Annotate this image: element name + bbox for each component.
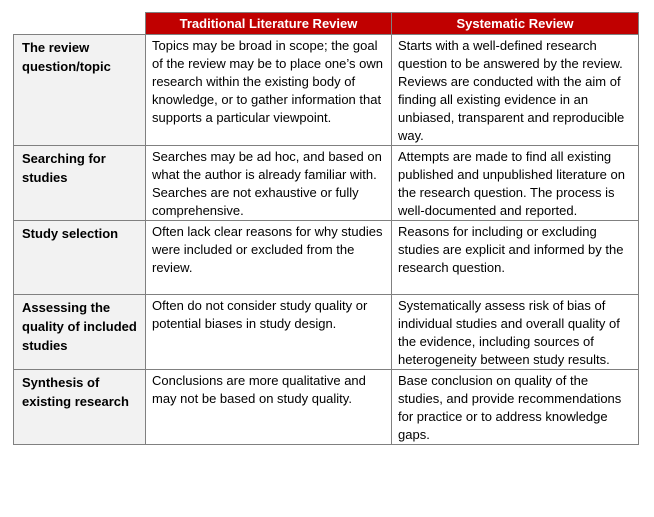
row-header: The review question/topic <box>14 35 146 146</box>
row-header: Assessing the quality of included studies <box>14 295 146 370</box>
row-header: Study selection <box>14 221 146 295</box>
table-row <box>14 370 639 445</box>
comparison-table <box>13 12 639 445</box>
traditional-cell: Often lack clear reasons for why studies were included or excluded from the review. <box>146 221 392 295</box>
column-header-systematic: Systematic Review <box>392 13 639 35</box>
traditional-cell: Searches may be ad hoc, and based on what the author is already familiar with. Searches are not exhaustive or fully comprehensive. <box>146 146 392 221</box>
row-header: Searching for studies <box>14 146 146 221</box>
table-row <box>14 35 639 146</box>
systematic-cell: Starts with a well-defined research question to be answered by the review. Reviews are conducted with the aim of finding all existing evidence in an unbiased, transparent and reproducible way. <box>392 35 639 146</box>
header-row <box>14 13 639 35</box>
column-header-traditional: Traditional Literature Review <box>146 13 392 35</box>
systematic-cell: Systematically assess risk of bias of individual studies and overall quality of the evidence, including sources of heterogeneity between study results. <box>392 295 639 370</box>
systematic-cell: Attempts are made to find all existing published and unpublished literature on the research question. The process is well-documented and reported. <box>392 146 639 221</box>
traditional-cell: Topics may be broad in scope; the goal of the review may be to place one’s own research within the existing body of knowledge, or to gather information that supports a particular viewpoint. <box>146 35 392 146</box>
systematic-cell: Reasons for including or excluding studies are explicit and informed by the research question. <box>392 221 639 295</box>
systematic-cell: Base conclusion on quality of the studies, and provide recommendations for practice or to address knowledge gaps. <box>392 370 639 445</box>
traditional-cell: Conclusions are more qualitative and may not be based on study quality. <box>146 370 392 445</box>
traditional-cell: Often do not consider study quality or potential biases in study design. <box>146 295 392 370</box>
row-header: Synthesis of existing research <box>14 370 146 445</box>
table-row <box>14 295 639 370</box>
table-row <box>14 221 639 295</box>
table-row <box>14 146 639 221</box>
corner-cell <box>14 13 146 35</box>
